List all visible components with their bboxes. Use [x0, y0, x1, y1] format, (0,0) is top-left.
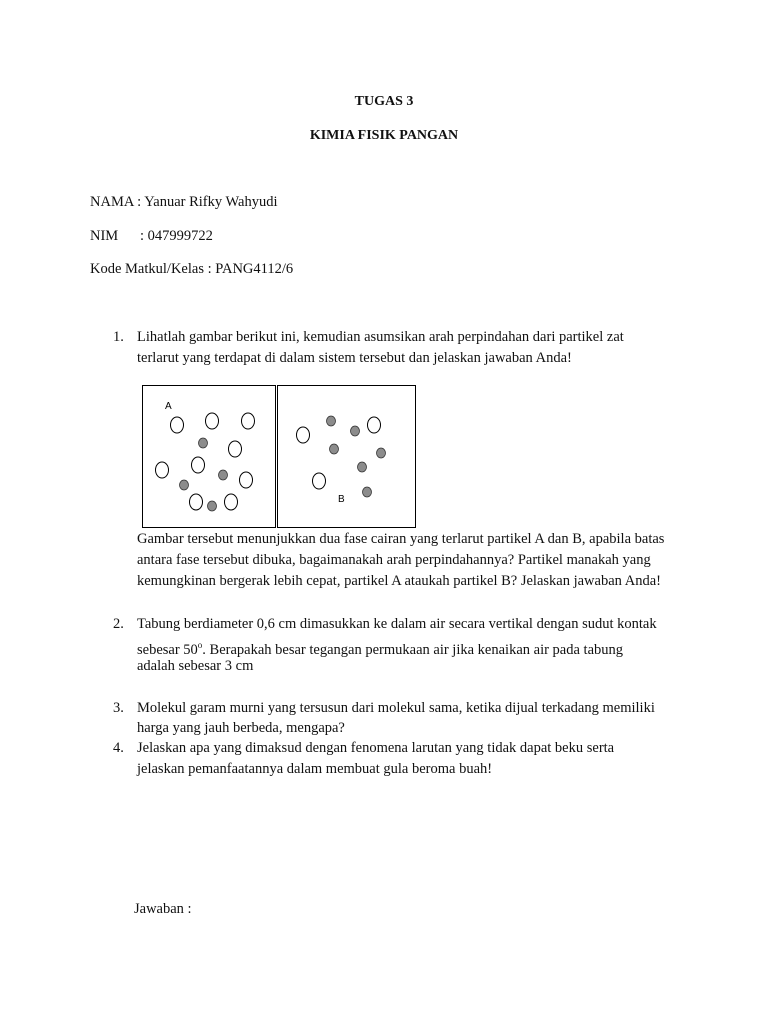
panel-b-filled-particle	[351, 426, 360, 436]
question-2-line-2-post: . Berapakah besar tegangan permukaan air jika kenaikan air pada tabung	[202, 641, 624, 658]
panel-a-open-particle	[171, 417, 184, 433]
panel-b-filled-particle	[358, 462, 367, 472]
question-4-line-1: Jelaskan apa yang dimaksud dengan fenomena larutan yang tidak dapat beku serta	[137, 740, 615, 756]
panel-a-open-particle	[192, 457, 205, 473]
page-subtitle: KIMIA FISIK PANGAN	[309, 128, 459, 143]
question-1-line-2: terlarut yang terdapat di dalam sistem tersebut dan jelaskan jawaban Anda!	[137, 350, 572, 366]
panel-a-open-particle	[240, 472, 253, 488]
panel-a-open-particle	[156, 462, 169, 478]
question-1-followup-line-2: antara fase tersebut dibuka, bagaimanakah arah perpindahannya? Partikel manakah yang	[137, 552, 651, 568]
panel-a-open-particle	[206, 413, 219, 429]
panel-a-open-particle	[225, 494, 238, 510]
question-3-line-1: Molekul garam murni yang tersusun dari molekul sama, ketika dijual terkadang memiliki	[137, 700, 655, 716]
question-1-followup-line-1: Gambar tersebut menunjukkan dua fase cairan yang terlarut partikel A dan B, apabila batas	[137, 531, 665, 547]
page-title: TUGAS 3	[354, 94, 414, 109]
panel-b-frame	[278, 386, 416, 528]
panel-b-open-particle	[368, 417, 381, 433]
question-4-number: 4.	[113, 740, 124, 756]
answer-label: Jawaban :	[134, 901, 192, 917]
particle-diagram-svg	[142, 385, 417, 528]
panel-a-label: A	[165, 401, 172, 412]
nim-label: NIM	[90, 228, 119, 244]
panel-b-filled-particle	[330, 444, 339, 454]
panel-b-filled-particle	[363, 487, 372, 497]
panel-a-particles	[156, 413, 255, 511]
question-1-followup-line-3: kemungkinan bergerak lebih cepat, partikel A ataukah partikel B? Jelaskan jawaban Anda!	[137, 573, 661, 589]
question-3-number: 3.	[113, 700, 124, 716]
particle-diagram	[142, 385, 417, 528]
question-1-line-1: Lihatlah gambar berikut ini, kemudian asumsikan arah perpindahan dari partikel zat	[137, 329, 624, 345]
panel-a-filled-particle	[180, 480, 189, 490]
panel-a-filled-particle	[199, 438, 208, 448]
panel-b-filled-particle	[327, 416, 336, 426]
question-2-line-3: adalah sebesar 3 cm	[137, 658, 254, 674]
panel-a-filled-particle	[219, 470, 228, 480]
course-code-line: Kode Matkul/Kelas : PANG4112/6	[90, 261, 294, 277]
panel-a-open-particle	[190, 494, 203, 510]
panel-b-particles	[297, 416, 386, 497]
panel-a-open-particle	[242, 413, 255, 429]
question-2-line-1: Tabung berdiameter 0,6 cm dimasukkan ke dalam air secara vertikal dengan sudut kontak	[137, 616, 657, 632]
question-3-line-2: harga yang jauh berbeda, mengapa?	[137, 720, 345, 736]
panel-b-open-particle	[297, 427, 310, 443]
question-4-line-2: jelaskan pemanfaatannya dalam membuat gula beroma buah!	[137, 761, 493, 777]
panel-b-label: B	[338, 494, 345, 505]
panel-a-open-particle	[229, 441, 242, 457]
panel-a-filled-particle	[208, 501, 217, 511]
degree-superscript: o	[197, 640, 203, 650]
panel-b-filled-particle	[377, 448, 386, 458]
nim-value: : 047999722	[140, 228, 213, 244]
question-1-number: 1.	[113, 329, 124, 345]
name-line: NAMA : Yanuar Rifky Wahyudi	[90, 194, 278, 210]
question-2-line-2-pre: sebesar 50	[137, 641, 198, 658]
question-2-number: 2.	[113, 616, 124, 632]
panel-b-open-particle	[313, 473, 326, 489]
